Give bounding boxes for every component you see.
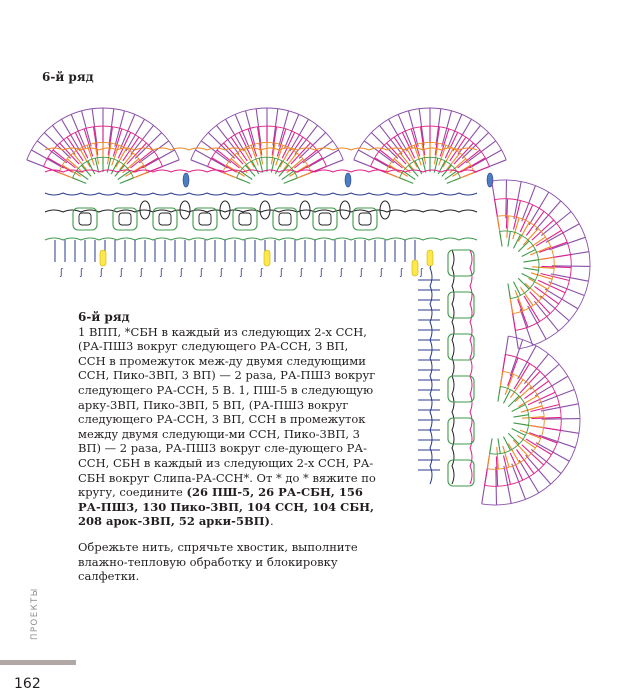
fan-stitch	[513, 282, 520, 296]
fan-stitch	[201, 141, 231, 163]
fan-stitch	[528, 306, 547, 339]
stitch-symbol: ʃ	[240, 268, 244, 278]
stitch-symbol: ʃ	[160, 268, 164, 278]
start-marker	[100, 250, 106, 266]
fan-stitch	[73, 178, 87, 183]
chain-row	[45, 238, 477, 240]
loop-inner	[239, 213, 251, 225]
fan-stitch	[539, 242, 567, 252]
fan-stitch	[520, 287, 533, 305]
fan-stitch	[371, 133, 397, 159]
stitch-symbol: ʃ	[60, 268, 64, 278]
stitch-symbol: ʃ	[260, 268, 264, 278]
loop-inner	[359, 213, 371, 225]
fan-stitch	[531, 449, 561, 473]
fan-stitch	[496, 467, 497, 505]
fan-stitch	[534, 301, 558, 331]
loop-square	[448, 460, 474, 486]
fan-stitch	[539, 435, 575, 447]
fan-stitch	[523, 260, 538, 262]
fan-stitch	[512, 428, 526, 435]
fan-stitch	[466, 141, 496, 163]
fan-stitch	[500, 231, 502, 246]
stitch-symbol: ʃ	[340, 268, 344, 278]
fan-stitch	[447, 178, 461, 183]
page-number: 162	[14, 676, 41, 692]
fan-stitch	[237, 178, 251, 183]
fan-arc	[490, 386, 529, 454]
finishing-note: Обрежьте нить, спрячьте хвостик, выполните влажно-тепловую обработку и блокировку салфетки.	[78, 539, 358, 584]
fan-stitch	[508, 396, 519, 407]
stitch-symbol: ʃ	[380, 268, 384, 278]
fan-stitch	[529, 433, 557, 443]
stitch-symbol: ʃ	[100, 268, 104, 278]
fan-stitch	[549, 237, 585, 249]
loop-square	[448, 250, 474, 276]
fan-stitch	[518, 278, 529, 289]
accent-petal	[183, 173, 189, 187]
fan-stitch	[536, 443, 569, 462]
fan-stitch	[552, 266, 590, 267]
fan-stitch	[546, 224, 579, 243]
fan-stitch	[135, 133, 161, 159]
loop-square	[448, 334, 474, 360]
chain-row	[45, 210, 477, 212]
fan-stitch	[513, 415, 528, 417]
petal-mark	[220, 201, 230, 219]
loop-inner	[119, 213, 131, 225]
fan-stitch	[208, 133, 234, 159]
loop-inner	[279, 213, 291, 225]
stitch-symbol: ʃ	[180, 268, 184, 278]
section-label: ПРОЕКТЫ	[30, 587, 40, 640]
fan-stitch	[522, 250, 536, 257]
stitch-symbol: ʃ	[120, 268, 124, 278]
chain-column	[470, 250, 472, 484]
chain-column	[430, 250, 432, 484]
fan-stitch	[364, 141, 394, 163]
loop-square	[73, 208, 97, 230]
stitch-symbol: ʃ	[360, 268, 364, 278]
fan-stitch	[503, 437, 510, 451]
fan-stitch	[510, 340, 522, 376]
accent-petal	[345, 173, 351, 187]
fan-stitch	[518, 346, 537, 379]
stitch-symbol: ʃ	[420, 268, 424, 278]
fan-stitch	[522, 186, 536, 222]
fan-stitch	[400, 178, 414, 183]
stitch-symbol: ʃ	[400, 268, 404, 278]
chain-row	[45, 170, 477, 172]
fan-stitch	[490, 438, 492, 453]
instruction-title: 6-й ряд	[78, 310, 130, 324]
loop-inner	[159, 213, 171, 225]
fan-stitch	[541, 212, 571, 236]
corner-fan-motifs	[482, 180, 590, 505]
fan-stitch	[498, 386, 500, 401]
fan-stitch	[513, 235, 520, 249]
stitch-symbol: ʃ	[140, 268, 144, 278]
instruction-period: .	[269, 514, 274, 529]
fan-stitch	[512, 405, 526, 412]
start-marker	[412, 260, 418, 276]
stitch-symbol: ʃ	[200, 268, 204, 278]
fan-stitch	[284, 178, 298, 183]
fan-stitch	[524, 354, 548, 384]
fan-stitch	[539, 390, 575, 404]
fan-stitch	[462, 133, 488, 159]
fan-stitch	[498, 438, 500, 453]
instruction-text: 1 ВПП, *СБН в каждый из следующих 2-х ССН, (РА-ПШ3 вокруг следующего РА-ССН, 3 ВП, ССН в промежуток меж-ду двумя следующими ССН, Пико-3ВП, 3 ВП) — 2 раза, РА-ПШ3 вокруг следующего РА-ССН, 5 В. 1, ПШ-5 в следующую арку-3ВП, Пико-3ВП, 5 ВП, (РА-ПШ3 вокруг следующего РА-ССН, 3 ВП, ССН в промежуток между двумя следующи-ми ССН, Пико-3ВП, 3 ВП) — 2 раза, РА-ПШ3 вокруг сле-дующего РА-ССН, СБН в каждый из следующих 2-х ССН, РА-СБН вокруг Слипа-РА-ССН*. От * до * вяжите по кругу, соедините	[78, 324, 376, 500]
fan-stitch	[503, 390, 510, 404]
loop-inner	[319, 213, 331, 225]
fan-stitch	[542, 419, 580, 420]
fan-stitch	[508, 433, 519, 444]
fan-stitch	[506, 180, 507, 218]
fan-stitch	[512, 464, 526, 500]
stitch-symbol: ʃ	[220, 268, 224, 278]
stitch-symbol: ʃ	[280, 268, 284, 278]
fan-stitch	[523, 268, 538, 270]
fan-stitch	[522, 273, 536, 280]
fan-arc	[500, 231, 539, 299]
loop-inner	[79, 213, 91, 225]
fan-stitch	[303, 141, 333, 163]
fan-stitch	[44, 133, 70, 159]
fan-stitch	[549, 282, 585, 296]
fan-stitch	[510, 379, 523, 397]
instruction-block	[78, 310, 376, 584]
start-marker	[264, 250, 270, 266]
chain-column	[452, 250, 454, 484]
loop-square	[448, 376, 474, 402]
fan-stitch	[37, 141, 67, 163]
instruction-totals: (26 ПШ-5, 26 РА-СБН, 156 РА-ПШ3, 130 Пико-3ВП, 104 ССН, 104 СБН, 208 арок-3ВП, 52 арки-5ВП)	[78, 485, 375, 529]
fan-stitch	[527, 237, 545, 250]
fan-stitch	[518, 241, 529, 252]
stitch-symbol: ʃ	[300, 268, 304, 278]
fan-stitch	[518, 299, 528, 327]
fan-stitch	[508, 358, 518, 386]
stitch-symbol: ʃ	[320, 268, 324, 278]
fan-stitch	[120, 178, 134, 183]
fan-stitch	[513, 423, 528, 425]
fan-stitch	[517, 435, 535, 448]
page-heading: 6-й ряд	[42, 70, 94, 84]
loop-inner	[199, 213, 211, 225]
stitch-symbol: ʃ	[80, 268, 84, 278]
loop-square	[353, 208, 377, 230]
fan-stitch	[299, 133, 325, 159]
page-accent-bar	[0, 660, 76, 665]
instruction-body	[78, 325, 376, 529]
fan-stitch	[508, 231, 510, 246]
fan-stitch	[508, 283, 510, 298]
chain-row	[45, 193, 477, 195]
start-marker	[427, 250, 433, 266]
fan-stitch	[139, 141, 169, 163]
